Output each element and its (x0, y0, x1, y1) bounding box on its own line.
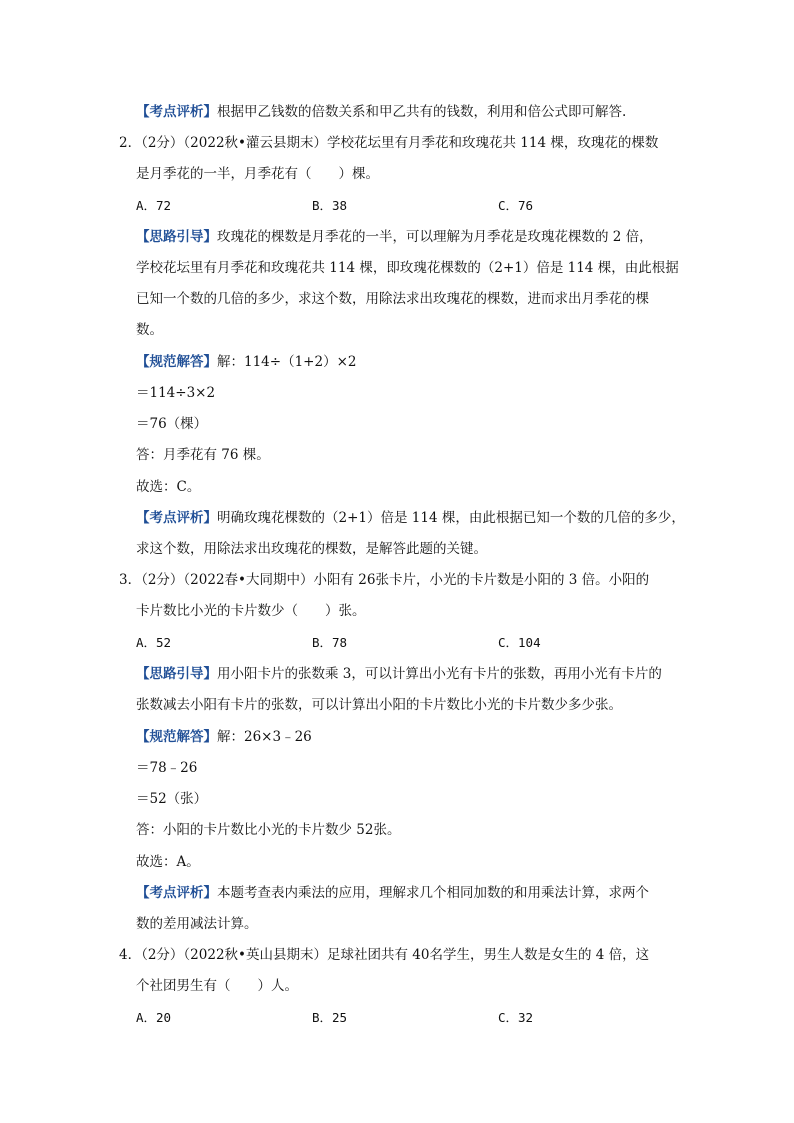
section-tag: 【规范解答】 (136, 354, 217, 370)
section-tag: 【思路引导】 (136, 666, 217, 682)
q2-option-a: A．72 (136, 198, 172, 213)
approach-line: 已知一个数的几倍的多少，求这个数，用除法求出玫瑰花的棵数，进而求出月季花的棵 (136, 291, 649, 307)
choice-line: 故选：C。 (136, 479, 201, 495)
answer-line: 答：月季花有 76 棵。 (136, 447, 270, 463)
question-4-stem-cont: 个社团男生有（ ）人。 (136, 978, 298, 994)
q4-option-c: C．32 (498, 1010, 534, 1025)
solution-line: ＝52（张） (136, 791, 208, 807)
q3-option-c: C．104 (498, 635, 541, 650)
question-3-stem-cont: 卡片数比小光的卡片数少（ ）张。 (136, 603, 366, 619)
analysis-line: 求这个数，用除法求出玫瑰花的棵数，是解答此题的关键。 (136, 541, 487, 557)
q3-option-a: A．52 (136, 635, 172, 650)
solution-line: 【规范解答】解：26×3﹣26 (136, 729, 312, 745)
question-2-stem: 2．（2分）（2022秋•灌云县期末）学校花坛里有月季花和玫瑰花共 114 棵，玫瑰花的棵数 (119, 135, 659, 151)
question-2-stem-cont: 是月季花的一半，月季花有（ ）棵。 (136, 166, 379, 182)
approach-line: 学校花坛里有月季花和玫瑰花共 114 棵，即玫瑰花棵数的（2+1）倍是 114 棵，由此根据 (136, 260, 679, 276)
q3-option-b: B．78 (312, 635, 348, 650)
question-3-stem: 3．（2分）（2022春•大同期中）小阳有 26张卡片，小光的卡片数是小阳的 3 倍。小阳的 (119, 572, 650, 588)
analysis-line: 【考点评析】明确玫瑰花棵数的（2+1）倍是 114 棵，由此根据已知一个数的几倍的多少， (136, 510, 685, 526)
solution-line: ＝114÷3×2 (136, 385, 216, 401)
choice-line: 故选：A。 (136, 854, 200, 870)
q4-option-b: B．25 (312, 1010, 348, 1025)
q4-option-a: A．20 (136, 1010, 172, 1025)
approach-line: 【思路引导】用小阳卡片的张数乘 3，可以计算出小光有卡片的张数，再用小光有卡片的 (136, 666, 662, 682)
q2-option-c: C．76 (498, 198, 534, 213)
section-tag: 【考点评析】 (136, 885, 217, 901)
analysis-line: 【考点评析】本题考查表内乘法的应用，理解求几个相同加数的和用乘法计算，求两个 (136, 885, 649, 901)
section-tag: 【规范解答】 (136, 729, 217, 745)
answer-line: 答：小阳的卡片数比小光的卡片数少 52张。 (136, 822, 401, 838)
q2-option-b: B．38 (312, 198, 348, 213)
solution-line: 【规范解答】解：114÷（1+2）×2 (136, 354, 357, 370)
solution-line: ＝76（棵） (136, 416, 208, 432)
approach-line: 【思路引导】玫瑰花的棵数是月季花的一半，可以理解为月季花是玫瑰花棵数的 2 倍， (136, 229, 653, 245)
approach-line: 数。 (136, 322, 163, 338)
question-4-stem: 4．（2分）（2022秋•英山县期末）足球社团共有 40名学生，男生人数是女生的 4 倍，这 (119, 947, 650, 963)
analysis-line: 数的差用减法计算。 (136, 916, 258, 932)
section-tag: 【考点评析】 (136, 104, 217, 120)
section-tag: 【考点评析】 (136, 510, 217, 526)
analysis-line: 【考点评析】根据甲乙钱数的倍数关系和甲乙共有的钱数，利用和倍公式即可解答. (136, 104, 627, 120)
section-tag: 【思路引导】 (136, 229, 217, 245)
approach-line: 张数减去小阳有卡片的张数，可以计算出小阳的卡片数比小光的卡片数少多少张。 (136, 697, 622, 713)
solution-line: ＝78﹣26 (136, 760, 198, 776)
